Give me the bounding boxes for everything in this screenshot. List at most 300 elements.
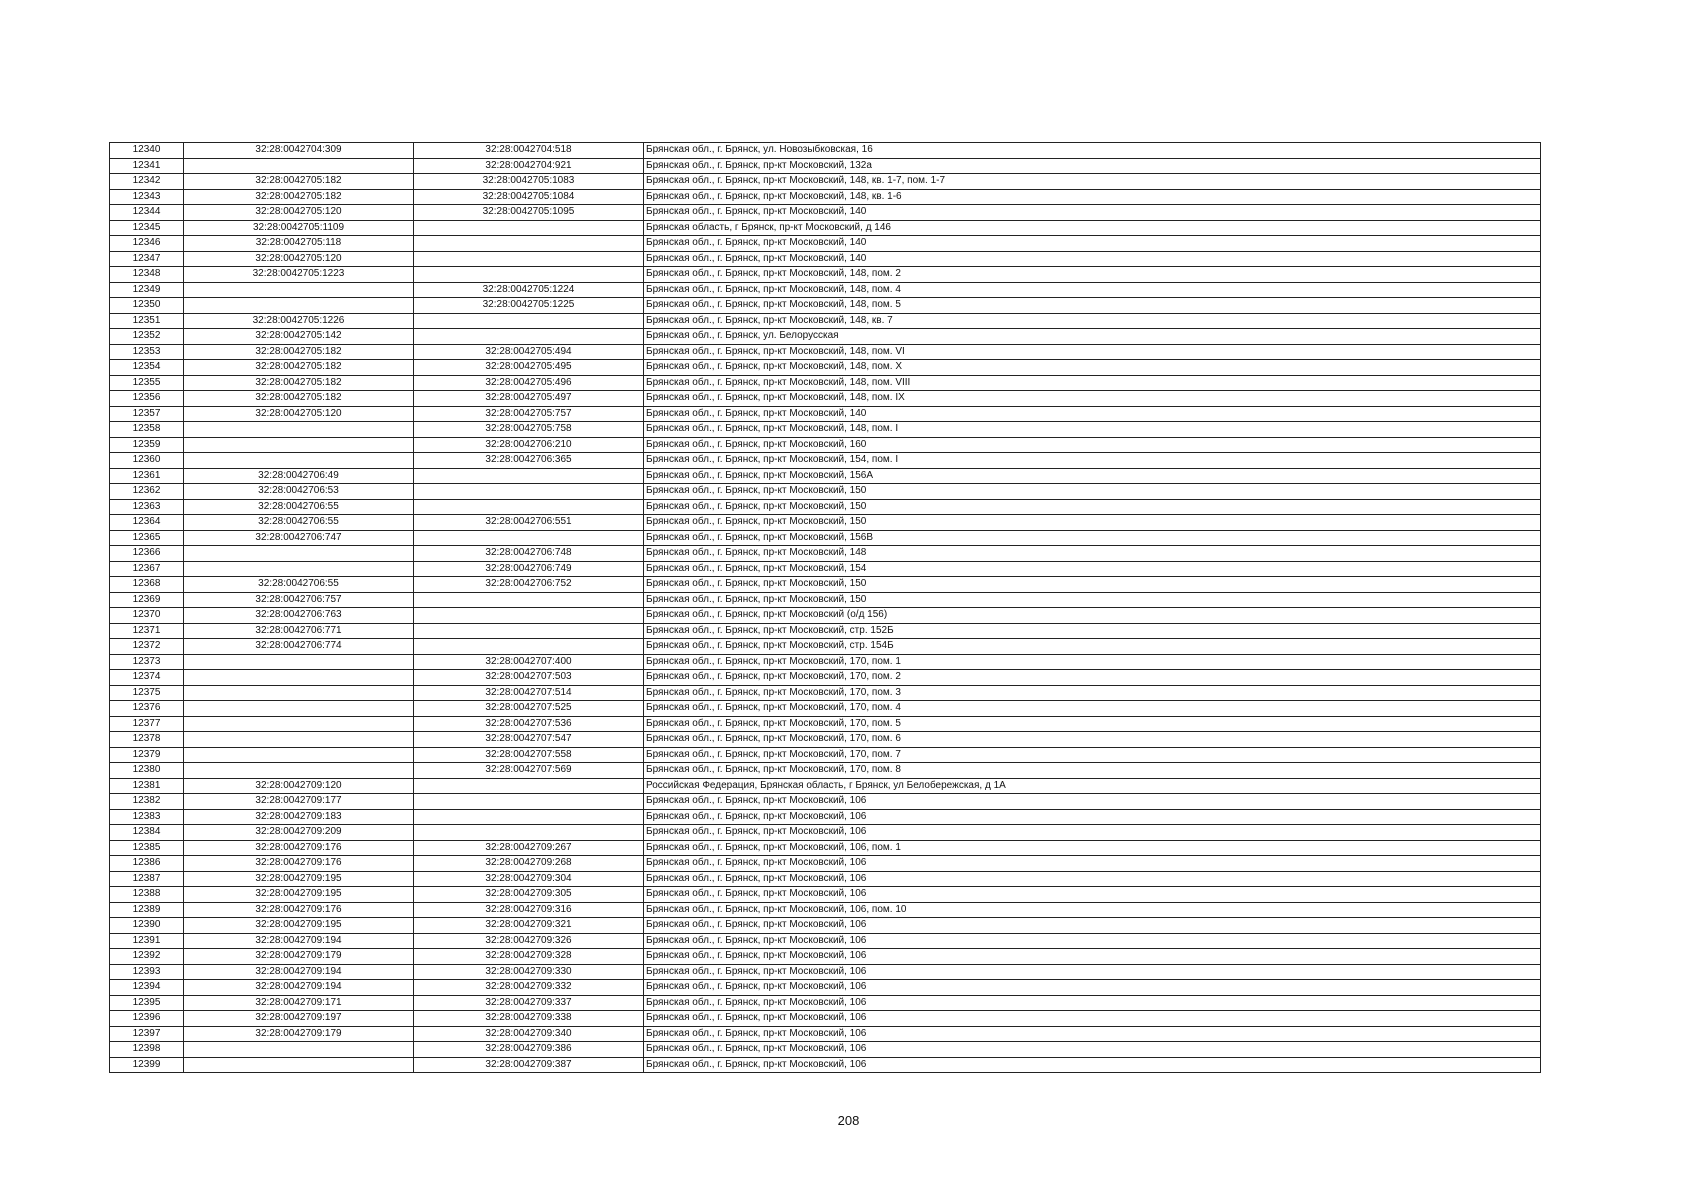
table-row — [110, 236, 1541, 252]
address-cell: Брянская обл., г. Брянск, пр-кт Московский, 132а — [644, 158, 1541, 174]
row-number-cell: 12398 — [110, 1042, 184, 1058]
row-number-cell: 12378 — [110, 732, 184, 748]
parcel-number-cell — [184, 670, 414, 686]
object-number-cell: 32:28:0042709:328 — [414, 949, 644, 965]
table-row — [110, 639, 1541, 655]
table-row — [110, 515, 1541, 531]
row-number-cell: 12368 — [110, 577, 184, 593]
table-body — [110, 143, 1541, 1073]
row-number-cell: 12376 — [110, 701, 184, 717]
address-cell: Брянская обл., г. Брянск, ул. Новозыбковская, 16 — [644, 143, 1541, 159]
address-cell: Брянская обл., г. Брянск, пр-кт Московский, 106 — [644, 887, 1541, 903]
object-number-cell — [414, 608, 644, 624]
address-cell: Брянская обл., г. Брянск, пр-кт Московский, 150 — [644, 592, 1541, 608]
object-number-cell: 32:28:0042709:330 — [414, 964, 644, 980]
address-cell: Брянская обл., г. Брянск, пр-кт Московский, 106 — [644, 980, 1541, 996]
parcel-number-cell: 32:28:0042709:171 — [184, 995, 414, 1011]
address-cell: Брянская обл., г. Брянск, пр-кт Московский, 148, пом. I — [644, 422, 1541, 438]
row-number-cell: 12399 — [110, 1057, 184, 1073]
address-cell: Брянская обл., г. Брянск, пр-кт Московский, 140 — [644, 205, 1541, 221]
parcel-number-cell — [184, 654, 414, 670]
object-number-cell: 32:28:0042707:503 — [414, 670, 644, 686]
table-row — [110, 949, 1541, 965]
address-cell: Брянская обл., г. Брянск, пр-кт Московский, 106 — [644, 918, 1541, 934]
object-number-cell: 32:28:0042705:758 — [414, 422, 644, 438]
table-row — [110, 670, 1541, 686]
parcel-number-cell: 32:28:0042709:176 — [184, 856, 414, 872]
address-cell: Брянская обл., г. Брянск, пр-кт Московский, 148 — [644, 546, 1541, 562]
parcel-number-cell: 32:28:0042709:195 — [184, 871, 414, 887]
table-row — [110, 778, 1541, 794]
row-number-cell: 12343 — [110, 189, 184, 205]
parcel-number-cell: 32:28:0042709:176 — [184, 840, 414, 856]
parcel-number-cell: 32:28:0042706:53 — [184, 484, 414, 500]
parcel-number-cell: 32:28:0042705:182 — [184, 360, 414, 376]
row-number-cell: 12342 — [110, 174, 184, 190]
table-row — [110, 375, 1541, 391]
object-number-cell: 32:28:0042709:305 — [414, 887, 644, 903]
address-cell: Брянская обл., г. Брянск, пр-кт Московский, 154 — [644, 561, 1541, 577]
table-row — [110, 685, 1541, 701]
address-cell: Брянская обл., г. Брянск, пр-кт Московский, 106 — [644, 794, 1541, 810]
table-row — [110, 251, 1541, 267]
parcel-number-cell — [184, 763, 414, 779]
address-cell: Брянская обл., г. Брянск, пр-кт Московский, 106 — [644, 856, 1541, 872]
table-row — [110, 980, 1541, 996]
table-row — [110, 856, 1541, 872]
row-number-cell: 12360 — [110, 453, 184, 469]
object-number-cell — [414, 267, 644, 283]
address-cell: Брянская обл., г. Брянск, пр-кт Московский, 106 — [644, 933, 1541, 949]
row-number-cell: 12355 — [110, 375, 184, 391]
row-number-cell: 12380 — [110, 763, 184, 779]
address-cell: Брянская обл., г. Брянск, пр-кт Московский, 148, кв. 1-7, пом. 1-7 — [644, 174, 1541, 190]
object-number-cell: 32:28:0042709:386 — [414, 1042, 644, 1058]
object-number-cell: 32:28:0042706:749 — [414, 561, 644, 577]
object-number-cell — [414, 220, 644, 236]
parcel-number-cell: 32:28:0042705:120 — [184, 205, 414, 221]
object-number-cell: 32:28:0042707:514 — [414, 685, 644, 701]
table-row — [110, 422, 1541, 438]
row-number-cell: 12394 — [110, 980, 184, 996]
row-number-cell: 12358 — [110, 422, 184, 438]
table-row — [110, 623, 1541, 639]
row-number-cell: 12389 — [110, 902, 184, 918]
object-number-cell: 32:28:0042707:536 — [414, 716, 644, 732]
parcel-number-cell: 32:28:0042709:194 — [184, 933, 414, 949]
row-number-cell: 12357 — [110, 406, 184, 422]
object-number-cell: 32:28:0042705:1095 — [414, 205, 644, 221]
row-number-cell: 12391 — [110, 933, 184, 949]
row-number-cell: 12375 — [110, 685, 184, 701]
object-number-cell: 32:28:0042705:1084 — [414, 189, 644, 205]
object-number-cell: 32:28:0042704:518 — [414, 143, 644, 159]
address-cell: Брянская обл., г. Брянск, пр-кт Московский, 140 — [644, 406, 1541, 422]
address-cell: Брянская обл., г. Брянск, пр-кт Московский, 154, пом. I — [644, 453, 1541, 469]
parcel-number-cell: 32:28:0042704:309 — [184, 143, 414, 159]
address-cell: Брянская обл., г. Брянск, пр-кт Московский, стр. 152Б — [644, 623, 1541, 639]
address-cell: Брянская обл., г. Брянск, пр-кт Московский, 148, пом. X — [644, 360, 1541, 376]
parcel-number-cell: 32:28:0042709:179 — [184, 949, 414, 965]
table-row — [110, 344, 1541, 360]
row-number-cell: 12363 — [110, 499, 184, 515]
parcel-number-cell — [184, 716, 414, 732]
page-number: 208 — [837, 1113, 860, 1128]
table-row — [110, 918, 1541, 934]
row-number-cell: 12384 — [110, 825, 184, 841]
parcel-number-cell: 32:28:0042705:120 — [184, 406, 414, 422]
object-number-cell: 32:28:0042707:547 — [414, 732, 644, 748]
address-cell: Брянская обл., г. Брянск, пр-кт Московский, 160 — [644, 437, 1541, 453]
object-number-cell: 32:28:0042707:400 — [414, 654, 644, 670]
address-cell: Брянская обл., г. Брянск, пр-кт Московский, 148, пом. 5 — [644, 298, 1541, 314]
table-row — [110, 158, 1541, 174]
object-number-cell — [414, 592, 644, 608]
address-cell: Брянская обл., г. Брянск, пр-кт Московский, 170, пом. 5 — [644, 716, 1541, 732]
address-cell: Брянская обл., г. Брянск, пр-кт Московский, 148, пом. 2 — [644, 267, 1541, 283]
row-number-cell: 12369 — [110, 592, 184, 608]
address-cell: Брянская обл., г. Брянск, пр-кт Московский, 156А — [644, 468, 1541, 484]
parcel-number-cell — [184, 453, 414, 469]
object-number-cell: 32:28:0042706:551 — [414, 515, 644, 531]
row-number-cell: 12340 — [110, 143, 184, 159]
object-number-cell — [414, 329, 644, 345]
object-number-cell: 32:28:0042705:497 — [414, 391, 644, 407]
object-number-cell: 32:28:0042706:752 — [414, 577, 644, 593]
parcel-number-cell: 32:28:0042705:120 — [184, 251, 414, 267]
row-number-cell: 12345 — [110, 220, 184, 236]
parcel-number-cell — [184, 701, 414, 717]
table-row — [110, 995, 1541, 1011]
table-row — [110, 701, 1541, 717]
address-cell: Брянская обл., г. Брянск, пр-кт Московский, 106 — [644, 1011, 1541, 1027]
table-row — [110, 654, 1541, 670]
address-cell: Брянская обл., г. Брянск, пр-кт Московский, 150 — [644, 484, 1541, 500]
table-row — [110, 205, 1541, 221]
row-number-cell: 12377 — [110, 716, 184, 732]
object-number-cell: 32:28:0042705:1224 — [414, 282, 644, 298]
row-number-cell: 12396 — [110, 1011, 184, 1027]
row-number-cell: 12383 — [110, 809, 184, 825]
object-number-cell: 32:28:0042705:1083 — [414, 174, 644, 190]
object-number-cell — [414, 468, 644, 484]
parcel-number-cell: 32:28:0042709:179 — [184, 1026, 414, 1042]
object-number-cell: 32:28:0042709:321 — [414, 918, 644, 934]
parcel-number-cell — [184, 158, 414, 174]
table-row — [110, 577, 1541, 593]
table-row — [110, 763, 1541, 779]
object-number-cell — [414, 794, 644, 810]
object-number-cell: 32:28:0042705:1225 — [414, 298, 644, 314]
row-number-cell: 12356 — [110, 391, 184, 407]
row-number-cell: 12352 — [110, 329, 184, 345]
table-row — [110, 143, 1541, 159]
address-cell: Российская Федерация, Брянская область, г Брянск, ул Белобережская, д 1А — [644, 778, 1541, 794]
parcel-number-cell: 32:28:0042709:197 — [184, 1011, 414, 1027]
parcel-number-cell: 32:28:0042709:194 — [184, 980, 414, 996]
table-row — [110, 360, 1541, 376]
row-number-cell: 12386 — [110, 856, 184, 872]
table-row — [110, 840, 1541, 856]
row-number-cell: 12370 — [110, 608, 184, 624]
table-row — [110, 964, 1541, 980]
row-number-cell: 12367 — [110, 561, 184, 577]
parcel-number-cell: 32:28:0042706:49 — [184, 468, 414, 484]
table-row — [110, 1026, 1541, 1042]
parcel-number-cell: 32:28:0042705:142 — [184, 329, 414, 345]
object-number-cell: 32:28:0042709:268 — [414, 856, 644, 872]
parcel-number-cell — [184, 747, 414, 763]
row-number-cell: 12366 — [110, 546, 184, 562]
row-number-cell: 12344 — [110, 205, 184, 221]
object-number-cell: 32:28:0042709:340 — [414, 1026, 644, 1042]
parcel-number-cell — [184, 437, 414, 453]
object-number-cell: 32:28:0042706:210 — [414, 437, 644, 453]
parcel-number-cell: 32:28:0042706:774 — [184, 639, 414, 655]
parcel-number-cell: 32:28:0042705:182 — [184, 375, 414, 391]
object-number-cell — [414, 623, 644, 639]
parcel-number-cell: 32:28:0042706:763 — [184, 608, 414, 624]
address-cell: Брянская обл., г. Брянск, пр-кт Московский, 150 — [644, 499, 1541, 515]
table-row — [110, 484, 1541, 500]
address-cell: Брянская обл., г. Брянск, пр-кт Московский, 170, пом. 1 — [644, 654, 1541, 670]
row-number-cell: 12374 — [110, 670, 184, 686]
object-number-cell: 32:28:0042709:337 — [414, 995, 644, 1011]
table-row — [110, 871, 1541, 887]
object-number-cell: 32:28:0042705:757 — [414, 406, 644, 422]
parcel-number-cell: 32:28:0042705:182 — [184, 189, 414, 205]
table-row — [110, 1057, 1541, 1073]
parcel-number-cell — [184, 1042, 414, 1058]
object-number-cell: 32:28:0042705:496 — [414, 375, 644, 391]
table-row — [110, 499, 1541, 515]
address-cell: Брянская обл., г. Брянск, пр-кт Московский, стр. 154Б — [644, 639, 1541, 655]
object-number-cell: 32:28:0042709:326 — [414, 933, 644, 949]
table-row — [110, 406, 1541, 422]
parcel-number-cell: 32:28:0042705:182 — [184, 344, 414, 360]
address-cell: Брянская обл., г. Брянск, пр-кт Московский, 148, пом. VIII — [644, 375, 1541, 391]
address-cell: Брянская обл., г. Брянск, пр-кт Московский, 106 — [644, 995, 1541, 1011]
row-number-cell: 12388 — [110, 887, 184, 903]
table-row — [110, 391, 1541, 407]
parcel-number-cell: 32:28:0042706:55 — [184, 499, 414, 515]
parcel-number-cell: 32:28:0042705:182 — [184, 391, 414, 407]
address-cell: Брянская обл., г. Брянск, пр-кт Московский, 170, пом. 8 — [644, 763, 1541, 779]
parcel-number-cell: 32:28:0042709:195 — [184, 918, 414, 934]
table-row — [110, 220, 1541, 236]
object-number-cell — [414, 236, 644, 252]
object-number-cell — [414, 313, 644, 329]
parcel-number-cell: 32:28:0042706:747 — [184, 530, 414, 546]
address-cell: Брянская обл., г. Брянск, пр-кт Московский, 106 — [644, 1042, 1541, 1058]
row-number-cell: 12351 — [110, 313, 184, 329]
parcel-number-cell — [184, 561, 414, 577]
parcel-number-cell: 32:28:0042705:118 — [184, 236, 414, 252]
table-row — [110, 546, 1541, 562]
address-cell: Брянская обл., г. Брянск, пр-кт Московский, 106 — [644, 871, 1541, 887]
object-number-cell: 32:28:0042709:304 — [414, 871, 644, 887]
parcel-number-cell — [184, 422, 414, 438]
object-number-cell: 32:28:0042709:387 — [414, 1057, 644, 1073]
row-number-cell: 12347 — [110, 251, 184, 267]
row-number-cell: 12349 — [110, 282, 184, 298]
address-cell: Брянская обл., г. Брянск, пр-кт Московский, 170, пом. 2 — [644, 670, 1541, 686]
address-cell: Брянская обл., г. Брянск, пр-кт Московский, 148, кв. 1-6 — [644, 189, 1541, 205]
address-cell: Брянская обл., г. Брянск, пр-кт Московский, 148, кв. 7 — [644, 313, 1541, 329]
address-cell: Брянская обл., г. Брянск, пр-кт Московский, 106 — [644, 1057, 1541, 1073]
object-number-cell — [414, 484, 644, 500]
parcel-number-cell: 32:28:0042706:757 — [184, 592, 414, 608]
row-number-cell: 12373 — [110, 654, 184, 670]
object-number-cell: 32:28:0042707:558 — [414, 747, 644, 763]
address-cell: Брянская обл., г. Брянск, ул. Белорусская — [644, 329, 1541, 345]
parcel-number-cell: 32:28:0042706:55 — [184, 577, 414, 593]
row-number-cell: 12393 — [110, 964, 184, 980]
address-cell: Брянская обл., г. Брянск, пр-кт Московский, 170, пом. 6 — [644, 732, 1541, 748]
object-number-cell — [414, 825, 644, 841]
table-row — [110, 530, 1541, 546]
parcel-number-cell: 32:28:0042706:771 — [184, 623, 414, 639]
parcel-number-cell — [184, 282, 414, 298]
object-number-cell: 32:28:0042705:494 — [414, 344, 644, 360]
table-row — [110, 794, 1541, 810]
object-number-cell: 32:28:0042704:921 — [414, 158, 644, 174]
row-number-cell: 12392 — [110, 949, 184, 965]
row-number-cell: 12348 — [110, 267, 184, 283]
table-row — [110, 825, 1541, 841]
row-number-cell: 12382 — [110, 794, 184, 810]
address-cell: Брянская обл., г. Брянск, пр-кт Московский, 150 — [644, 515, 1541, 531]
row-number-cell: 12372 — [110, 639, 184, 655]
parcel-number-cell: 32:28:0042709:183 — [184, 809, 414, 825]
row-number-cell: 12381 — [110, 778, 184, 794]
table-row — [110, 174, 1541, 190]
row-number-cell: 12362 — [110, 484, 184, 500]
address-cell: Брянская обл., г. Брянск, пр-кт Московский, 140 — [644, 251, 1541, 267]
parcel-number-cell: 32:28:0042705:1109 — [184, 220, 414, 236]
parcel-number-cell: 32:28:0042705:1226 — [184, 313, 414, 329]
parcel-number-cell: 32:28:0042709:195 — [184, 887, 414, 903]
table-row — [110, 1042, 1541, 1058]
address-cell: Брянская обл., г. Брянск, пр-кт Московский, 106 — [644, 809, 1541, 825]
table-row — [110, 732, 1541, 748]
row-number-cell: 12379 — [110, 747, 184, 763]
object-number-cell: 32:28:0042709:267 — [414, 840, 644, 856]
parcel-number-cell — [184, 732, 414, 748]
table-row — [110, 561, 1541, 577]
address-cell: Брянская обл., г. Брянск, пр-кт Московский, 170, пом. 3 — [644, 685, 1541, 701]
table-row — [110, 313, 1541, 329]
table-row — [110, 902, 1541, 918]
parcel-number-cell: 32:28:0042705:1223 — [184, 267, 414, 283]
row-number-cell: 12350 — [110, 298, 184, 314]
row-number-cell: 12353 — [110, 344, 184, 360]
table-row — [110, 437, 1541, 453]
parcel-number-cell: 32:28:0042709:177 — [184, 794, 414, 810]
address-cell: Брянская обл., г. Брянск, пр-кт Московский, 106 — [644, 1026, 1541, 1042]
table-row — [110, 887, 1541, 903]
row-number-cell: 12387 — [110, 871, 184, 887]
object-number-cell — [414, 809, 644, 825]
row-number-cell: 12371 — [110, 623, 184, 639]
row-number-cell: 12390 — [110, 918, 184, 934]
row-number-cell: 12397 — [110, 1026, 184, 1042]
address-cell: Брянская обл., г. Брянск, пр-кт Московский, 106, пом. 10 — [644, 902, 1541, 918]
row-number-cell: 12365 — [110, 530, 184, 546]
object-number-cell — [414, 778, 644, 794]
table-row — [110, 189, 1541, 205]
address-cell: Брянская обл., г. Брянск, пр-кт Московский, 170, пом. 7 — [644, 747, 1541, 763]
address-cell: Брянская обл., г. Брянск, пр-кт Московский, 106 — [644, 964, 1541, 980]
parcel-number-cell: 32:28:0042709:176 — [184, 902, 414, 918]
table-row — [110, 282, 1541, 298]
table-row — [110, 298, 1541, 314]
address-cell: Брянская обл., г. Брянск, пр-кт Московский, 140 — [644, 236, 1541, 252]
row-number-cell: 12395 — [110, 995, 184, 1011]
table-row — [110, 809, 1541, 825]
object-number-cell: 32:28:0042706:365 — [414, 453, 644, 469]
address-cell: Брянская область, г Брянск, пр-кт Московский, д 146 — [644, 220, 1541, 236]
row-number-cell: 12361 — [110, 468, 184, 484]
row-number-cell: 12359 — [110, 437, 184, 453]
table-row — [110, 329, 1541, 345]
row-number-cell: 12354 — [110, 360, 184, 376]
address-cell: Брянская обл., г. Брянск, пр-кт Московский, 148, пом. 4 — [644, 282, 1541, 298]
table-row — [110, 933, 1541, 949]
object-number-cell: 32:28:0042707:525 — [414, 701, 644, 717]
parcel-number-cell: 32:28:0042705:182 — [184, 174, 414, 190]
row-number-cell: 12364 — [110, 515, 184, 531]
address-cell: Брянская обл., г. Брянск, пр-кт Московский, 106 — [644, 825, 1541, 841]
table-row — [110, 608, 1541, 624]
object-number-cell: 32:28:0042706:748 — [414, 546, 644, 562]
address-cell: Брянская обл., г. Брянск, пр-кт Московский, 106, пом. 1 — [644, 840, 1541, 856]
table-row — [110, 716, 1541, 732]
object-number-cell — [414, 639, 644, 655]
row-number-cell: 12346 — [110, 236, 184, 252]
address-cell: Брянская обл., г. Брянск, пр-кт Московский, 106 — [644, 949, 1541, 965]
parcel-number-cell: 32:28:0042709:194 — [184, 964, 414, 980]
parcel-number-cell: 32:28:0042709:209 — [184, 825, 414, 841]
object-number-cell: 32:28:0042707:569 — [414, 763, 644, 779]
object-number-cell — [414, 251, 644, 267]
address-cell: Брянская обл., г. Брянск, пр-кт Московский, 170, пом. 4 — [644, 701, 1541, 717]
object-number-cell: 32:28:0042709:338 — [414, 1011, 644, 1027]
address-cell: Брянская обл., г. Брянск, пр-кт Московский (о/д 156) — [644, 608, 1541, 624]
address-cell: Брянская обл., г. Брянск, пр-кт Московский, 148, пом. IX — [644, 391, 1541, 407]
parcel-number-cell — [184, 685, 414, 701]
address-cell: Брянская обл., г. Брянск, пр-кт Московский, 148, пом. VI — [644, 344, 1541, 360]
object-number-cell: 32:28:0042705:495 — [414, 360, 644, 376]
table-row — [110, 747, 1541, 763]
object-number-cell: 32:28:0042709:316 — [414, 902, 644, 918]
row-number-cell: 12341 — [110, 158, 184, 174]
address-cell: Брянская обл., г. Брянск, пр-кт Московский, 156В — [644, 530, 1541, 546]
parcel-number-cell: 32:28:0042706:55 — [184, 515, 414, 531]
table-row — [110, 592, 1541, 608]
parcel-number-cell — [184, 298, 414, 314]
parcel-number-cell — [184, 546, 414, 562]
table-row — [110, 453, 1541, 469]
table-row — [110, 1011, 1541, 1027]
object-number-cell — [414, 530, 644, 546]
table-row — [110, 468, 1541, 484]
row-number-cell: 12385 — [110, 840, 184, 856]
address-cell: Брянская обл., г. Брянск, пр-кт Московский, 150 — [644, 577, 1541, 593]
object-number-cell: 32:28:0042709:332 — [414, 980, 644, 996]
table-row — [110, 267, 1541, 283]
object-number-cell — [414, 499, 644, 515]
